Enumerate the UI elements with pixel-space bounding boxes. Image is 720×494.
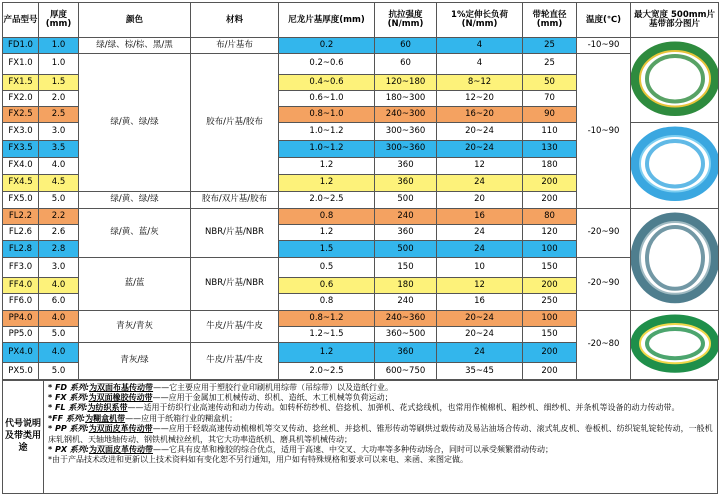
load-cell: 16 <box>437 294 523 310</box>
note-line <box>48 424 713 445</box>
load-cell: 20~24 <box>437 140 523 157</box>
model-cell: FX2.0 <box>3 90 39 106</box>
temp-cell: -20~80 <box>577 310 631 379</box>
thickness-cell: 4.0 <box>39 277 79 293</box>
load-cell: 24 <box>437 241 523 257</box>
load-cell: 24 <box>437 225 523 241</box>
belt-image <box>631 310 719 379</box>
thickness-cell: 6.0 <box>39 294 79 310</box>
thickness-cell: 2.0 <box>39 90 79 106</box>
tensile-cell: 60 <box>375 54 437 74</box>
belt-photo <box>631 38 719 120</box>
note-text: *由于产品技术改进和更新以上技术资料如有变化恕不另行通知，用户如有特殊规格和要求可以来电、来函、来图定做。 <box>48 455 468 465</box>
tensile-cell: 500 <box>375 191 437 208</box>
tensile-cell: 180~300 <box>375 90 437 106</box>
nylon-cell: 2.0~2.5 <box>279 363 375 379</box>
load-cell: 35~45 <box>437 363 523 379</box>
table-row <box>3 54 719 74</box>
material-cell: NBR/片基/NBR <box>191 208 279 257</box>
model-cell: FX1.5 <box>3 74 39 90</box>
note-series: * PX 系列: <box>48 445 89 455</box>
note-name: 为双面皮革传动带 <box>88 424 153 434</box>
tensile-cell: 360 <box>375 157 437 174</box>
nylon-cell: 1.5 <box>279 241 375 257</box>
temp-cell: -20~90 <box>577 208 631 257</box>
spec-sheet <box>2 2 718 482</box>
load-cell: 4 <box>437 38 523 54</box>
note-name: 为糊盒机带 <box>85 413 126 423</box>
thickness-cell: 1.0 <box>39 54 79 74</box>
note-name: 为双面橡胶传动带 <box>88 393 153 403</box>
thickness-cell: 4.0 <box>39 343 79 363</box>
model-cell: FF3.0 <box>3 257 39 277</box>
load-cell: 20 <box>437 191 523 208</box>
thickness-cell: 4.0 <box>39 157 79 174</box>
material-cell: 布/片基布 <box>191 38 279 54</box>
thickness-cell: 4.5 <box>39 174 79 191</box>
temp-cell: -10~90 <box>577 54 631 209</box>
tensile-cell: 240~360 <box>375 310 437 326</box>
thickness-cell: 2.8 <box>39 241 79 257</box>
note-text: ——它具有皮革和橡胶的综合优点，适用于高速、中交叉、大功率等多种传动场合，同时可以承受频繁滑动传动； <box>152 445 553 455</box>
thickness-cell: 2.6 <box>39 225 79 241</box>
model-cell: FX5.0 <box>3 191 39 208</box>
model-cell: FX2.5 <box>3 107 39 123</box>
model-cell: FX3.0 <box>3 123 39 140</box>
load-cell: 20~24 <box>437 123 523 140</box>
load-cell: 16 <box>437 208 523 224</box>
load-cell: 24 <box>437 174 523 191</box>
tensile-cell: 120~180 <box>375 74 437 90</box>
model-cell: FF6.0 <box>3 294 39 310</box>
table-row <box>3 310 719 326</box>
color-cell: 绿/黄、蓝/灰 <box>79 208 191 257</box>
nylon-cell: 0.8 <box>279 208 375 224</box>
nylon-cell: 2.0~2.5 <box>279 191 375 208</box>
model-cell: FD1.0 <box>3 38 39 54</box>
belt-image <box>631 208 719 310</box>
tensile-cell: 500 <box>375 241 437 257</box>
note-series: * FL 系列: <box>48 403 88 413</box>
tensile-cell: 150 <box>375 257 437 277</box>
color-cell: 青灰/绿 <box>79 343 191 380</box>
pulley-cell: 120 <box>523 225 577 241</box>
note-line <box>48 383 713 393</box>
note-series: * PP 系列: <box>48 424 89 434</box>
material-cell: NBR/片基/NBR <box>191 257 279 310</box>
header-temp: 温度(℃) <box>577 3 631 38</box>
nylon-cell: 0.2 <box>279 38 375 54</box>
note-line <box>48 445 713 455</box>
load-cell: 12~20 <box>437 90 523 106</box>
pulley-cell: 200 <box>523 277 577 293</box>
note-name: 为双面皮革传动带 <box>88 445 153 455</box>
model-cell: FX1.0 <box>3 54 39 74</box>
pulley-cell: 100 <box>523 241 577 257</box>
load-cell: 20~24 <box>437 326 523 342</box>
model-cell: FX3.5 <box>3 140 39 157</box>
tensile-cell: 300~360 <box>375 140 437 157</box>
note-text: ——应用于纸箱行业的糊盒机； <box>125 413 238 423</box>
material-cell: 胶布/片基/胶布 <box>191 54 279 191</box>
table-row <box>3 257 719 277</box>
header-load: 1%定伸长负荷(N/mm) <box>437 3 523 38</box>
belt-photo <box>631 311 719 376</box>
thickness-cell: 2.5 <box>39 107 79 123</box>
nylon-cell: 1.2~1.5 <box>279 326 375 342</box>
belt-image <box>631 123 719 208</box>
model-cell: PP4.0 <box>3 310 39 326</box>
pulley-cell: 150 <box>523 257 577 277</box>
note-text: ——适用于纺织行业高速传动和动力传动。如转杯纺纱机、倍捻机、加弹机、花式捻线机，也常用作梳棉机、粗纱机、细纱机、并条机等设备的动力传动带。 <box>127 403 680 413</box>
pulley-cell: 110 <box>523 123 577 140</box>
model-cell: FX4.5 <box>3 174 39 191</box>
nylon-cell: 0.4~0.6 <box>279 74 375 90</box>
pulley-cell: 180 <box>523 157 577 174</box>
material-cell: 牛皮/片基/牛皮 <box>191 310 279 343</box>
pulley-cell: 200 <box>523 191 577 208</box>
header-row <box>3 3 719 38</box>
note-series: * FD 系列: <box>48 382 90 392</box>
material-cell: 胶布/双片基/胶布 <box>191 191 279 208</box>
model-cell: FL2.2 <box>3 208 39 224</box>
note-text: ——应用于金属加工机械传动、织机、造纸、木工机械等负荷运动； <box>152 393 393 403</box>
table-row <box>3 208 719 224</box>
color-cell: 青灰/青灰 <box>79 310 191 343</box>
note-series: *FF 系列: <box>48 413 86 423</box>
note-name: 为纺织系带 <box>87 403 128 413</box>
pulley-cell: 150 <box>523 326 577 342</box>
nylon-cell: 0.2~0.6 <box>279 54 375 74</box>
thickness-cell: 5.0 <box>39 191 79 208</box>
nylon-cell: 1.2 <box>279 225 375 241</box>
model-cell: FF4.0 <box>3 277 39 293</box>
nylon-cell: 0.5 <box>279 257 375 277</box>
pulley-cell: 25 <box>523 38 577 54</box>
model-cell: FL2.6 <box>3 225 39 241</box>
header-material: 材料 <box>191 3 279 38</box>
pulley-cell: 90 <box>523 107 577 123</box>
table-row <box>3 38 719 54</box>
note-text: ——它主要应用于塑胶行业印刷机用综带（吊综带）以及造纸行业。 <box>153 382 394 392</box>
note-series: * FX 系列: <box>48 393 89 403</box>
thickness-cell: 3.0 <box>39 257 79 277</box>
pulley-cell: 25 <box>523 54 577 74</box>
color-cell: 绿/绿、棕/棕、黑/黑 <box>79 38 191 54</box>
nylon-cell: 0.6 <box>279 277 375 293</box>
tensile-cell: 360 <box>375 174 437 191</box>
header-thickness: 厚度(mm) <box>39 3 79 38</box>
tensile-cell: 360 <box>375 343 437 363</box>
header-tensile: 抗拉强度(N/mm) <box>375 3 437 38</box>
note-text: ——应用于轻载高速传动梳棉机等交叉传动、捻丝机、并捻机、锥形传动等刷烘过载传动及易沾油场合传动、滚式轧皮机、卷板机、纺织锭轧锭轮传动，一般机床轧钢机、天轴地轴传动、钢铁机械拉丝机，其它大功率造纸机、磨具机等机械传动； <box>48 424 713 444</box>
belt-photo <box>631 123 719 205</box>
note-line <box>48 403 713 413</box>
nylon-cell: 0.6~1.0 <box>279 90 375 106</box>
load-cell: 12 <box>437 277 523 293</box>
header-nylon: 尼龙片基厚度(mm) <box>279 3 375 38</box>
tensile-cell: 240 <box>375 208 437 224</box>
thickness-cell: 5.0 <box>39 363 79 379</box>
model-cell: FL2.8 <box>3 241 39 257</box>
nylon-cell: 1.2 <box>279 157 375 174</box>
load-cell: 12 <box>437 157 523 174</box>
tensile-cell: 240 <box>375 294 437 310</box>
pulley-cell: 80 <box>523 208 577 224</box>
notes-heading: 代号说明及带类用途 <box>3 380 44 493</box>
thickness-cell: 1.5 <box>39 74 79 90</box>
nylon-cell: 0.8~1.2 <box>279 310 375 326</box>
notes-table <box>2 380 718 494</box>
header-pulley: 带轮直径(mm) <box>523 3 577 38</box>
pulley-cell: 70 <box>523 90 577 106</box>
nylon-cell: 1.0~1.2 <box>279 123 375 140</box>
model-cell: PX5.0 <box>3 363 39 379</box>
load-cell: 24 <box>437 343 523 363</box>
temp-cell: -20~90 <box>577 257 631 310</box>
thickness-cell: 1.0 <box>39 38 79 54</box>
tensile-cell: 180 <box>375 277 437 293</box>
thickness-cell: 3.5 <box>39 140 79 157</box>
thickness-cell: 2.2 <box>39 208 79 224</box>
nylon-cell: 0.8 <box>279 294 375 310</box>
nylon-cell: 0.8~1.0 <box>279 107 375 123</box>
tensile-cell: 300~360 <box>375 123 437 140</box>
color-cell: 绿/黄、绿/绿 <box>79 54 191 191</box>
belt-photo <box>631 209 719 307</box>
color-cell: 蓝/蓝 <box>79 257 191 310</box>
note-line <box>48 414 713 424</box>
model-cell: PX4.0 <box>3 343 39 363</box>
spec-table <box>2 2 719 380</box>
nylon-cell: 1.2 <box>279 343 375 363</box>
temp-cell: -10~90 <box>577 38 631 54</box>
note-line <box>48 393 713 403</box>
model-cell: FX4.0 <box>3 157 39 174</box>
note-name: 为双面布基传动带 <box>89 382 154 392</box>
thickness-cell: 4.0 <box>39 310 79 326</box>
pulley-cell: 50 <box>523 74 577 90</box>
tensile-cell: 60 <box>375 38 437 54</box>
pulley-cell: 130 <box>523 140 577 157</box>
thickness-cell: 5.0 <box>39 326 79 342</box>
load-cell: 16~20 <box>437 107 523 123</box>
tensile-cell: 600~750 <box>375 363 437 379</box>
pulley-cell: 250 <box>523 294 577 310</box>
nylon-cell: 1.2 <box>279 174 375 191</box>
pulley-cell: 200 <box>523 343 577 363</box>
thickness-cell: 3.0 <box>39 123 79 140</box>
load-cell: 4 <box>437 54 523 74</box>
model-cell: PP5.0 <box>3 326 39 342</box>
tensile-cell: 360 <box>375 225 437 241</box>
notes-body <box>44 380 718 493</box>
note-line <box>48 455 713 465</box>
tensile-cell: 240~300 <box>375 107 437 123</box>
load-cell: 8~12 <box>437 74 523 90</box>
material-cell: 牛皮/片基/牛皮 <box>191 343 279 380</box>
tensile-cell: 360~500 <box>375 326 437 342</box>
header-maxwidth: 最大宽度 500mm片基带部分图片 <box>631 3 719 38</box>
header-color: 颜色 <box>79 3 191 38</box>
pulley-cell: 200 <box>523 363 577 379</box>
belt-image <box>631 38 719 123</box>
pulley-cell: 100 <box>523 310 577 326</box>
color-cell: 绿/黄、绿/绿 <box>79 191 191 208</box>
nylon-cell: 1.0~1.2 <box>279 140 375 157</box>
load-cell: 10 <box>437 257 523 277</box>
header-model: 产品型号 <box>3 3 39 38</box>
pulley-cell: 200 <box>523 174 577 191</box>
load-cell: 20~24 <box>437 310 523 326</box>
